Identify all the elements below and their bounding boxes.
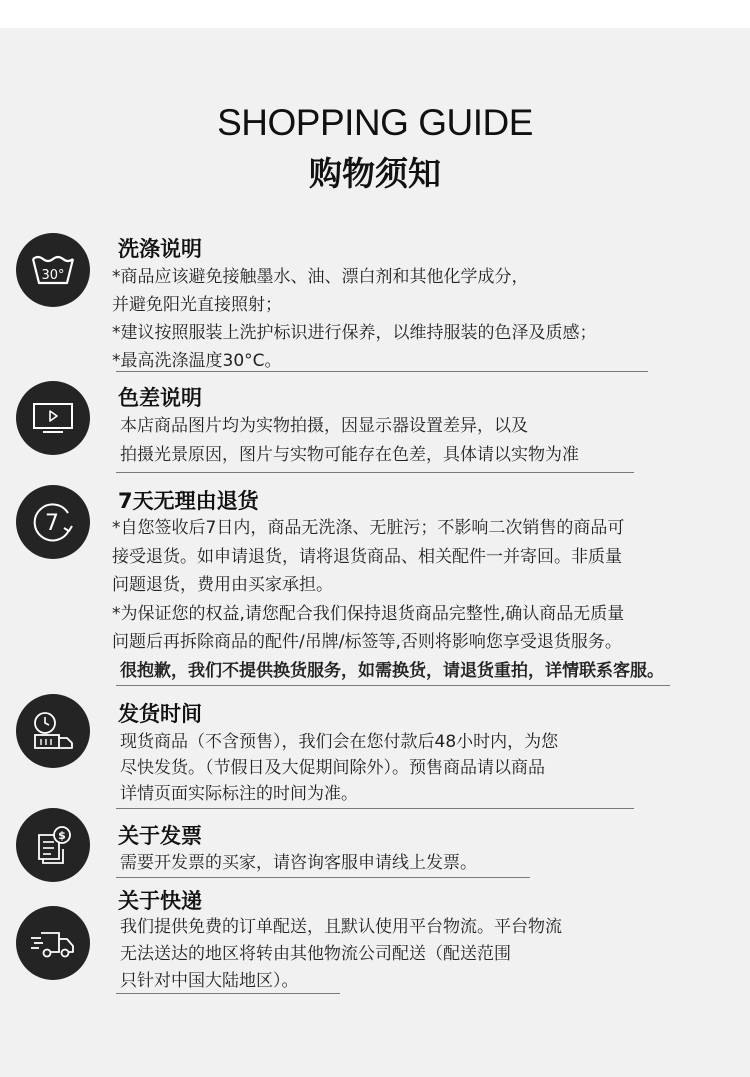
returns-line: 接受退货。如申请退货，请将退货商品、相关配件一并寄回。非质量 <box>112 546 622 567</box>
svg-text:7: 7 <box>45 511 59 536</box>
monitor-icon <box>16 381 90 455</box>
express-line: 只针对中国大陆地区）。 <box>120 971 299 991</box>
invoice-line: 需要开发票的买家，请咨询客服申请线上发票。 <box>120 853 477 873</box>
returns-line: *为保证您的权益,请您配合我们保持退货商品完整性,确认商品无质量 <box>112 603 625 624</box>
shipping-text <box>120 729 558 807</box>
divider <box>116 808 634 809</box>
divider <box>116 993 340 994</box>
washing-line: *商品应该避免接触墨水、油、漂白剂和其他化学成分， <box>112 267 529 287</box>
section-title-returns: 7天无理由退货 <box>118 489 259 513</box>
washing-line: *最高洗涤温度30°C。 <box>112 351 282 371</box>
divider <box>116 472 634 473</box>
washing-text <box>112 263 597 375</box>
delivery-time-icon <box>16 694 90 768</box>
section-title-washing: 洗涤说明 <box>118 237 202 261</box>
section-title-shipping: 发货时间 <box>118 702 202 726</box>
color-line: 本店商品图片均为实物拍摄，因显示器设置差异，以及 <box>120 416 528 436</box>
page-title-cn: 购物须知 <box>309 154 441 193</box>
invoice-icon <box>16 808 90 882</box>
color-line: 拍摄光景原因，图片与实物可能存在色差，具体请以实物为准 <box>120 445 579 465</box>
express-line: 无法送达的地区将转由其他物流公司配送（配送范围 <box>120 944 511 964</box>
express-truck-icon <box>16 906 90 980</box>
section-title-color: 色差说明 <box>118 386 202 410</box>
returns-text <box>112 514 664 685</box>
shipping-line: 现货商品（不含预售），我们会在您付款后48小时内，为您 <box>120 732 559 752</box>
returns-line: *自您签收后7日内，商品无洗涤、无脏污；不影响二次销售的商品可 <box>112 518 625 538</box>
svg-text:30°: 30° <box>41 268 65 283</box>
wash-30-icon <box>16 233 90 307</box>
washing-line: *建议按照服装上洗护标识进行保养，以维持服装的色泽及质感； <box>112 323 597 343</box>
color-text <box>120 412 579 470</box>
svg-text:$: $ <box>58 829 66 842</box>
express-line: 我们提供免费的订单配送，且默认使用平台物流。平台物流 <box>120 917 562 937</box>
express-text <box>120 914 562 995</box>
returns-line: 问题后再拆除商品的配件/吊牌/标签等,否则将影响您享受退货服务。 <box>112 632 622 652</box>
section-title-invoice: 关于发票 <box>118 824 202 848</box>
washing-line: 并避免阳光直接照射； <box>112 295 282 315</box>
returns-line: 问题退货，费用由买家承担。 <box>112 575 333 595</box>
divider <box>116 371 648 372</box>
no-exchange-notice: 很抱歉，我们不提供换货服务，如需换货，请退货重拍，详情联系客服。 <box>120 660 664 681</box>
shipping-line: 详情页面实际标注的时间为准。 <box>120 784 358 804</box>
shipping-line: 尽快发货。（节假日及大促期间除外）。预售商品请以商品 <box>120 758 545 778</box>
divider <box>116 685 670 686</box>
invoice-text <box>120 850 477 876</box>
page-title-en: SHOPPING GUIDE <box>217 102 533 143</box>
seven-day-return-icon <box>16 485 90 559</box>
section-title-express: 关于快递 <box>118 889 202 913</box>
divider <box>116 877 530 878</box>
